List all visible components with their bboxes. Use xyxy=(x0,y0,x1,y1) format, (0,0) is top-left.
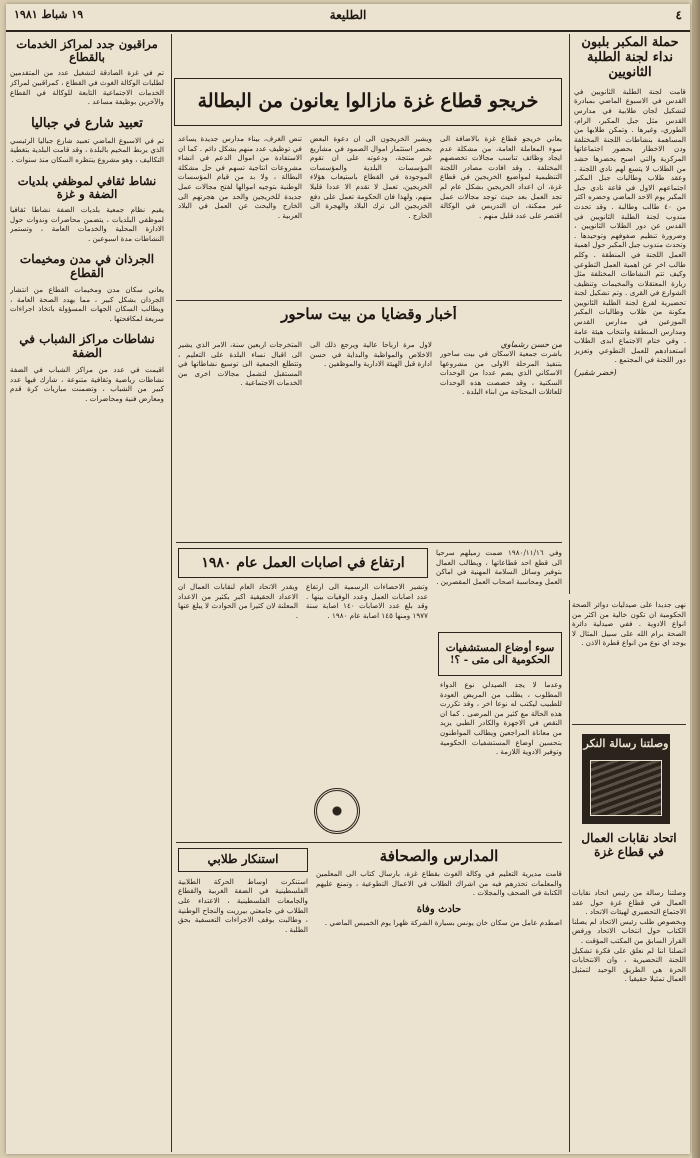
student-survey-article xyxy=(178,848,308,1150)
unemployment-column-1 xyxy=(440,134,562,294)
unemployment-column-3 xyxy=(178,134,302,294)
unemployment-column-2 xyxy=(310,134,432,294)
page-binding xyxy=(692,0,700,1158)
unions-gaza-body-1: وصلتنا رسالة من رئيس اتحاد نقابات العمال في قطاع غزة حول عقد الاجتماع التحضيري لهيئات الاتحاد . xyxy=(572,888,686,917)
unions-gaza-body-2: وبخصوص طلب رئيس الاتحاد لم يصلنا الكتاب حول انتخاب الاتحاد ورفض القرار السابق من المكتب المؤقت . xyxy=(572,916,686,945)
unions-gaza-body-3: اتصلنا اننا لم نعلق على فكرة تشكيل اللجنة التحضيرية ، وان الانتخابات الحرة هي الطريق الوحيد لتمثيل العمال تمثيلا حقيقيا . xyxy=(572,945,686,984)
column-rule xyxy=(171,34,172,1152)
ornament-icon xyxy=(314,788,360,834)
union-logo-image xyxy=(582,734,670,824)
bethsahour-body-2: لاول مرة ارباحا عالية ويرجع ذلك الى الاخلاص والمواظبة والبداية في حسن ادارة قبل الهيئة الادارية والموظفين . xyxy=(310,340,432,369)
brief-body-3: يقيم نظام جمعية بلديات الضفة نشاطا ثقافيا لموظفي البلديات ، يتضمن محاضرات وندوات حول الادارة المحلية والخدمات العامة ، وتستمر النشاطات مدة اسبوعين . xyxy=(10,204,164,243)
brief-body-5: اقيمت في عدد من مراكز الشباب في الضفة نشاطات رياضية وثقافية متنوعة ، شارك فيها عدد كبير من الشباب ، وتضمنت مباريات كرة قدم ومعارض فنية ومحاضرات . xyxy=(10,364,164,403)
hospitals-body-2: نهى جديدا على صيدليات دوائر الصحة الحكومية ان تكون خالية من اكثر من انواع الادوية . ففي صيدلية دائرة الصحة برام الله على سبيل المثال لا يوجد اي نوع من انواع قطرة الاذن . xyxy=(572,600,686,648)
section-rule xyxy=(176,542,562,543)
union-logo-graphic xyxy=(590,760,662,816)
brief-headline-1: مراقبون جدد لمراكز الخدمات بالقطاع xyxy=(16,37,158,65)
brief-body-4: يعاني سكان مدن ومخيمات القطاع من انتشار الجرذان بشكل كبير ، مما يهدد الصحة العامة ، ويطالب السكان الجهات المسؤولة باتخاذ اجراءات سريعة لمكافحتها . xyxy=(10,284,164,323)
bethsahour-column-3 xyxy=(178,340,302,536)
brief-body-1: تم في غزة الصادقة لتشغيل عدد من المتقدمين لطلبات الوكالة الغوث في القطاع ، كمراقبين لمراكز الخدمات الاجتماعية التابعة للوكالة في القطاع والآخرين بوظيفة مساعد . xyxy=(10,68,164,107)
unions-gaza-column xyxy=(572,888,686,1150)
bethsahour-byline: من حسن رشماوي xyxy=(500,340,562,349)
bethsahour-body-1: باشرت جمعية الاسكان في بيت ساحور بتنفيذ المرحلة الاولى من مشروعها الاسكاني الذي يضم عددا من الوحدات السكنية ، وقد خصصت هذه الوحدات للعائلات المحتاجة من ابناء البلدة . xyxy=(440,349,562,397)
brief-headline-2: تعبيد شارع في جباليا xyxy=(31,115,143,131)
unemployment-body-1: يعاني خريجو قطاع غزة بالاضافة الى سوء المعاملة العامة، من مشكلة عدم ايجاد وظائف تناسب مجالات تخصصهم المختلفة . وقد افادت مصادر اللجنة التنظيمية لمواضيع الخريجين في قطاع غزة، ان اعداد الخريجين بشكل عام لم تجد العمل بعد حيث توجد مجالات عمل غير ممكنة، ان التدريس في الوكالة اقتصر على عدد قليل منهم . xyxy=(440,134,562,220)
student-survey-headline: استنكار طلابي xyxy=(178,848,308,872)
bethsahour-body-3: المتخرجات اربعين سنة، الامر الذي يشير الى اقبال نساء البلدة على التعليم ، وتتطلع الجمعية الى توسيع نشاطاتها في المستقبل لتشمل مجالات اخرى من الخدمات الاجتماعية . xyxy=(178,340,302,388)
work-injuries-body-3: وفي ١٩٨٠/١١/١٦ ضمت زميلهم سرحيا الى قطع احد قطاعاتها ، ويطالب العمال بتوفير وسائل السلامة المهنية في اماكن العمل ومحاسبة اصحاب العمل المقصرين . xyxy=(436,548,562,586)
work-injuries-body-2: ويقدر الاتحاد العام لنقابات العمال ان الاعداد الحقيقية اكبر بكثير من الاعداد المعلنة لان كثيرا من الحوادث لا يبلغ عنها . xyxy=(178,582,298,620)
main-headline: خريجو قطاع غزة مازالوا يعانون من البطالة xyxy=(197,90,539,113)
brief-headline-5: نشاطات مراكز الشباب في الضفة xyxy=(19,332,155,361)
brief-headline-3: نشاط ثقافي لموظفي بلديات الضفة و غزة xyxy=(17,173,157,201)
section-rule xyxy=(572,724,686,725)
column-rule xyxy=(569,34,570,594)
hospitals-body: وعدما لا يجد الصيدلي نوع الدواء المطلوب ، يطلب من المريض العودة للطبيب ليكتب له نوعا اخر ، وقد تكررت هذه الحالة مع كثير من المرضى . كما ان النقص في الاجهزة والكادر الطبي يزيد من معاناة المراجعين ويطالب المواطنون بتحسين اوضاع المستشفيات الحكومية وتوفير الادوية اللازمة . xyxy=(440,680,562,757)
union-logo-caption: وصلتنا رسالة النكر xyxy=(583,737,669,750)
briefs-column xyxy=(10,36,164,1150)
newspaper-page xyxy=(6,4,690,1154)
work-injuries-column-3 xyxy=(436,548,562,624)
work-injuries-column-1 xyxy=(306,582,428,786)
brief-body-2: تم في الاسبوع الماضي تعبيد شارع جباليا الرئيسي الذي يربط المخيم بالبلدة ، وقد قامت البلدية بتغطية التكاليف ، وهو مشروع ينتظره السكان منذ سنوات . xyxy=(10,135,164,164)
transport-body: قامت مديرية التعليم في وكالة الغوث بقطاع غزة، بارسال كتاب الى المعلمين والمعلمات تحذرهم فيه من اشراك الطلاب في الاعمال التطوعية ، وتمنع عليهم الكتابة في الصحف والمجلات . xyxy=(316,869,562,898)
paper-name: الطليعة xyxy=(329,8,367,22)
transport-article xyxy=(316,848,562,1150)
bethsahour-headline-wrap xyxy=(176,306,562,336)
bethsahour-column-2 xyxy=(310,340,432,536)
page-header xyxy=(6,4,690,32)
transport-small-headline: حادث وفاة xyxy=(416,904,462,916)
transport-headline: المدارس والصحافة xyxy=(379,848,499,865)
hospitals-headline-box xyxy=(438,632,562,676)
student-committee-headline: حملة المكبر بلبون نداء لجنة الطلبة الثانويين xyxy=(581,36,679,80)
unemployment-body-2: ويشير الخريجون الى ان دعوة البعض بحصر استثمار اموال الصمود في مشاريع غير منتجة، ودعوته على ان تقوم المؤسسات البلدية والمؤسسات الموجودة في القطاع باستيعاب هؤلاء الخريجين، تعمل لا تقدم الا عددا قليلا منهم، ولهذا فان الحكومة تعمل على دفع الخريجين الى ترك البلاد والهجرة الى الخارج . xyxy=(310,134,432,220)
work-injuries-headline-box xyxy=(178,548,428,578)
issue-date: ١٩ شباط ١٩٨١ xyxy=(14,8,84,21)
unions-gaza-headline: اتحاد نقابات العمال في قطاع غزة xyxy=(581,832,677,859)
bethsahour-column-1 xyxy=(440,340,562,536)
student-survey-body: استنكرت اوساط الحركة الطلابية الفلسطينية في الضفة الغربية والقطاع والجامعات الفلسطينية ، الاعتداء على الطلاب في جامعتي بيرزيت والنجاح الوطنية ، وطالبت بوقف الاجراءات التعسفية بحق الطلبة . xyxy=(178,876,308,934)
work-injuries-body-1: وتشير الاحصاءات الرسمية الى ارتفاع عدد اصابات العمل وعدد الوفيات بينها . وقد بلغ عدد الاصابات ١٤٠ اصابة سنة ١٩٧٧ ومنها ١٤٥ اصابة عام ١٩٨٠ . xyxy=(306,582,428,620)
page-number: ٤ xyxy=(675,8,682,22)
student-committee-signature: (خضر شقير) xyxy=(574,368,617,378)
student-committee-body: قامت لجنة الطلبة الثانويين في القدس في الاسبوع الماضي بمبادرة لتشكيل لجان طلابية في مدارس القدس مثل جبل المكبر، الرام، الطوري، وغيرها . وتمكن طلابها من المساهمة بنشاطات اللجنة المختلفة ودن الاخطار بحضور اجتماعاتها المركزية والتي اصبح يحضرها حشد من الطلاب لا يتسع لهم نادي اللجنة . وعقد طلاب وطالبات جبل المكبر اجتماعهم الاول في قاعة نادي جبل المكبر يوم الاحد الماضي وحضره اكثر من ٤٠ طالب وطالبة . وقد تحدث مندوب لجنة الطلبة الثانويين في القدس عن دور الطلاب الثانويين ، وضرورة تنظيم صفوفهم وتوحيدها . وتحدث مندوب جبل المكبر حول اهمية العمل اللجنة في المنطقة . وكلم طالب اخر عن اهمية العمل التطوعي وكيف تتم النشاطات المختلفة مثل زيارة المعتقلات والمخيمات وتنظيف الشوارع في القرى . وتم تشكيل لجنة تحضيرية لفرع لجنة الطلبة الثانويين مكونة من طلاب وطالبات المكبر الموزعين في مدارس القدس ومدارس المنطقة وانتخاب هيئة عامة . وفي ختام الاجتماع ابدى الطلاب استعدادهم للعمل التطوعي وتعزيز دور اللجنة في المجتمع . xyxy=(574,86,686,365)
hospitals-column xyxy=(440,680,562,838)
unions-gaza-headline-wrap xyxy=(572,832,686,884)
main-headline-box xyxy=(174,78,562,126)
unemployment-body-3: تنص الغرف، بيناء مدارس جديدة يساعد في توظيف عدد منهم بشكل دائم . كما ان الاستفادة من اموال الدعم في انشاء مشروعات انتاجية تسهم في حل مشكلة البطالة ، ولا بد من قيام المؤسسات الوطنية بتوجيه اموالها لفتح مجالات عمل جديدة للخريجين والحد من هجرتهم الى الخارج والبحث عن العمل في البلاد العربية . xyxy=(178,134,302,220)
brief-headline-4: الجرذان في مدن ومخيمات القطاع xyxy=(19,252,155,281)
bethsahour-headline: أخبار وقضايا من بيت ساحور xyxy=(281,306,457,323)
work-injuries-headline: ارتفاع في اصابات العمل عام ١٩٨٠ xyxy=(201,554,405,571)
column-rule xyxy=(569,600,570,1152)
student-committee-article xyxy=(574,36,686,562)
section-rule xyxy=(176,842,562,843)
section-rule xyxy=(176,300,562,301)
hospitals-column-2 xyxy=(572,600,686,718)
transport-small-body: اصطدم عامل من سكان خان يونس بسيارة الشركة ظهرا يوم الخميس الماضي . xyxy=(324,917,562,927)
hospitals-headline: سوء أوضاع المستشفيات الحكومية الى متى - ؟! xyxy=(445,641,555,666)
work-injuries-column-2 xyxy=(178,582,298,786)
